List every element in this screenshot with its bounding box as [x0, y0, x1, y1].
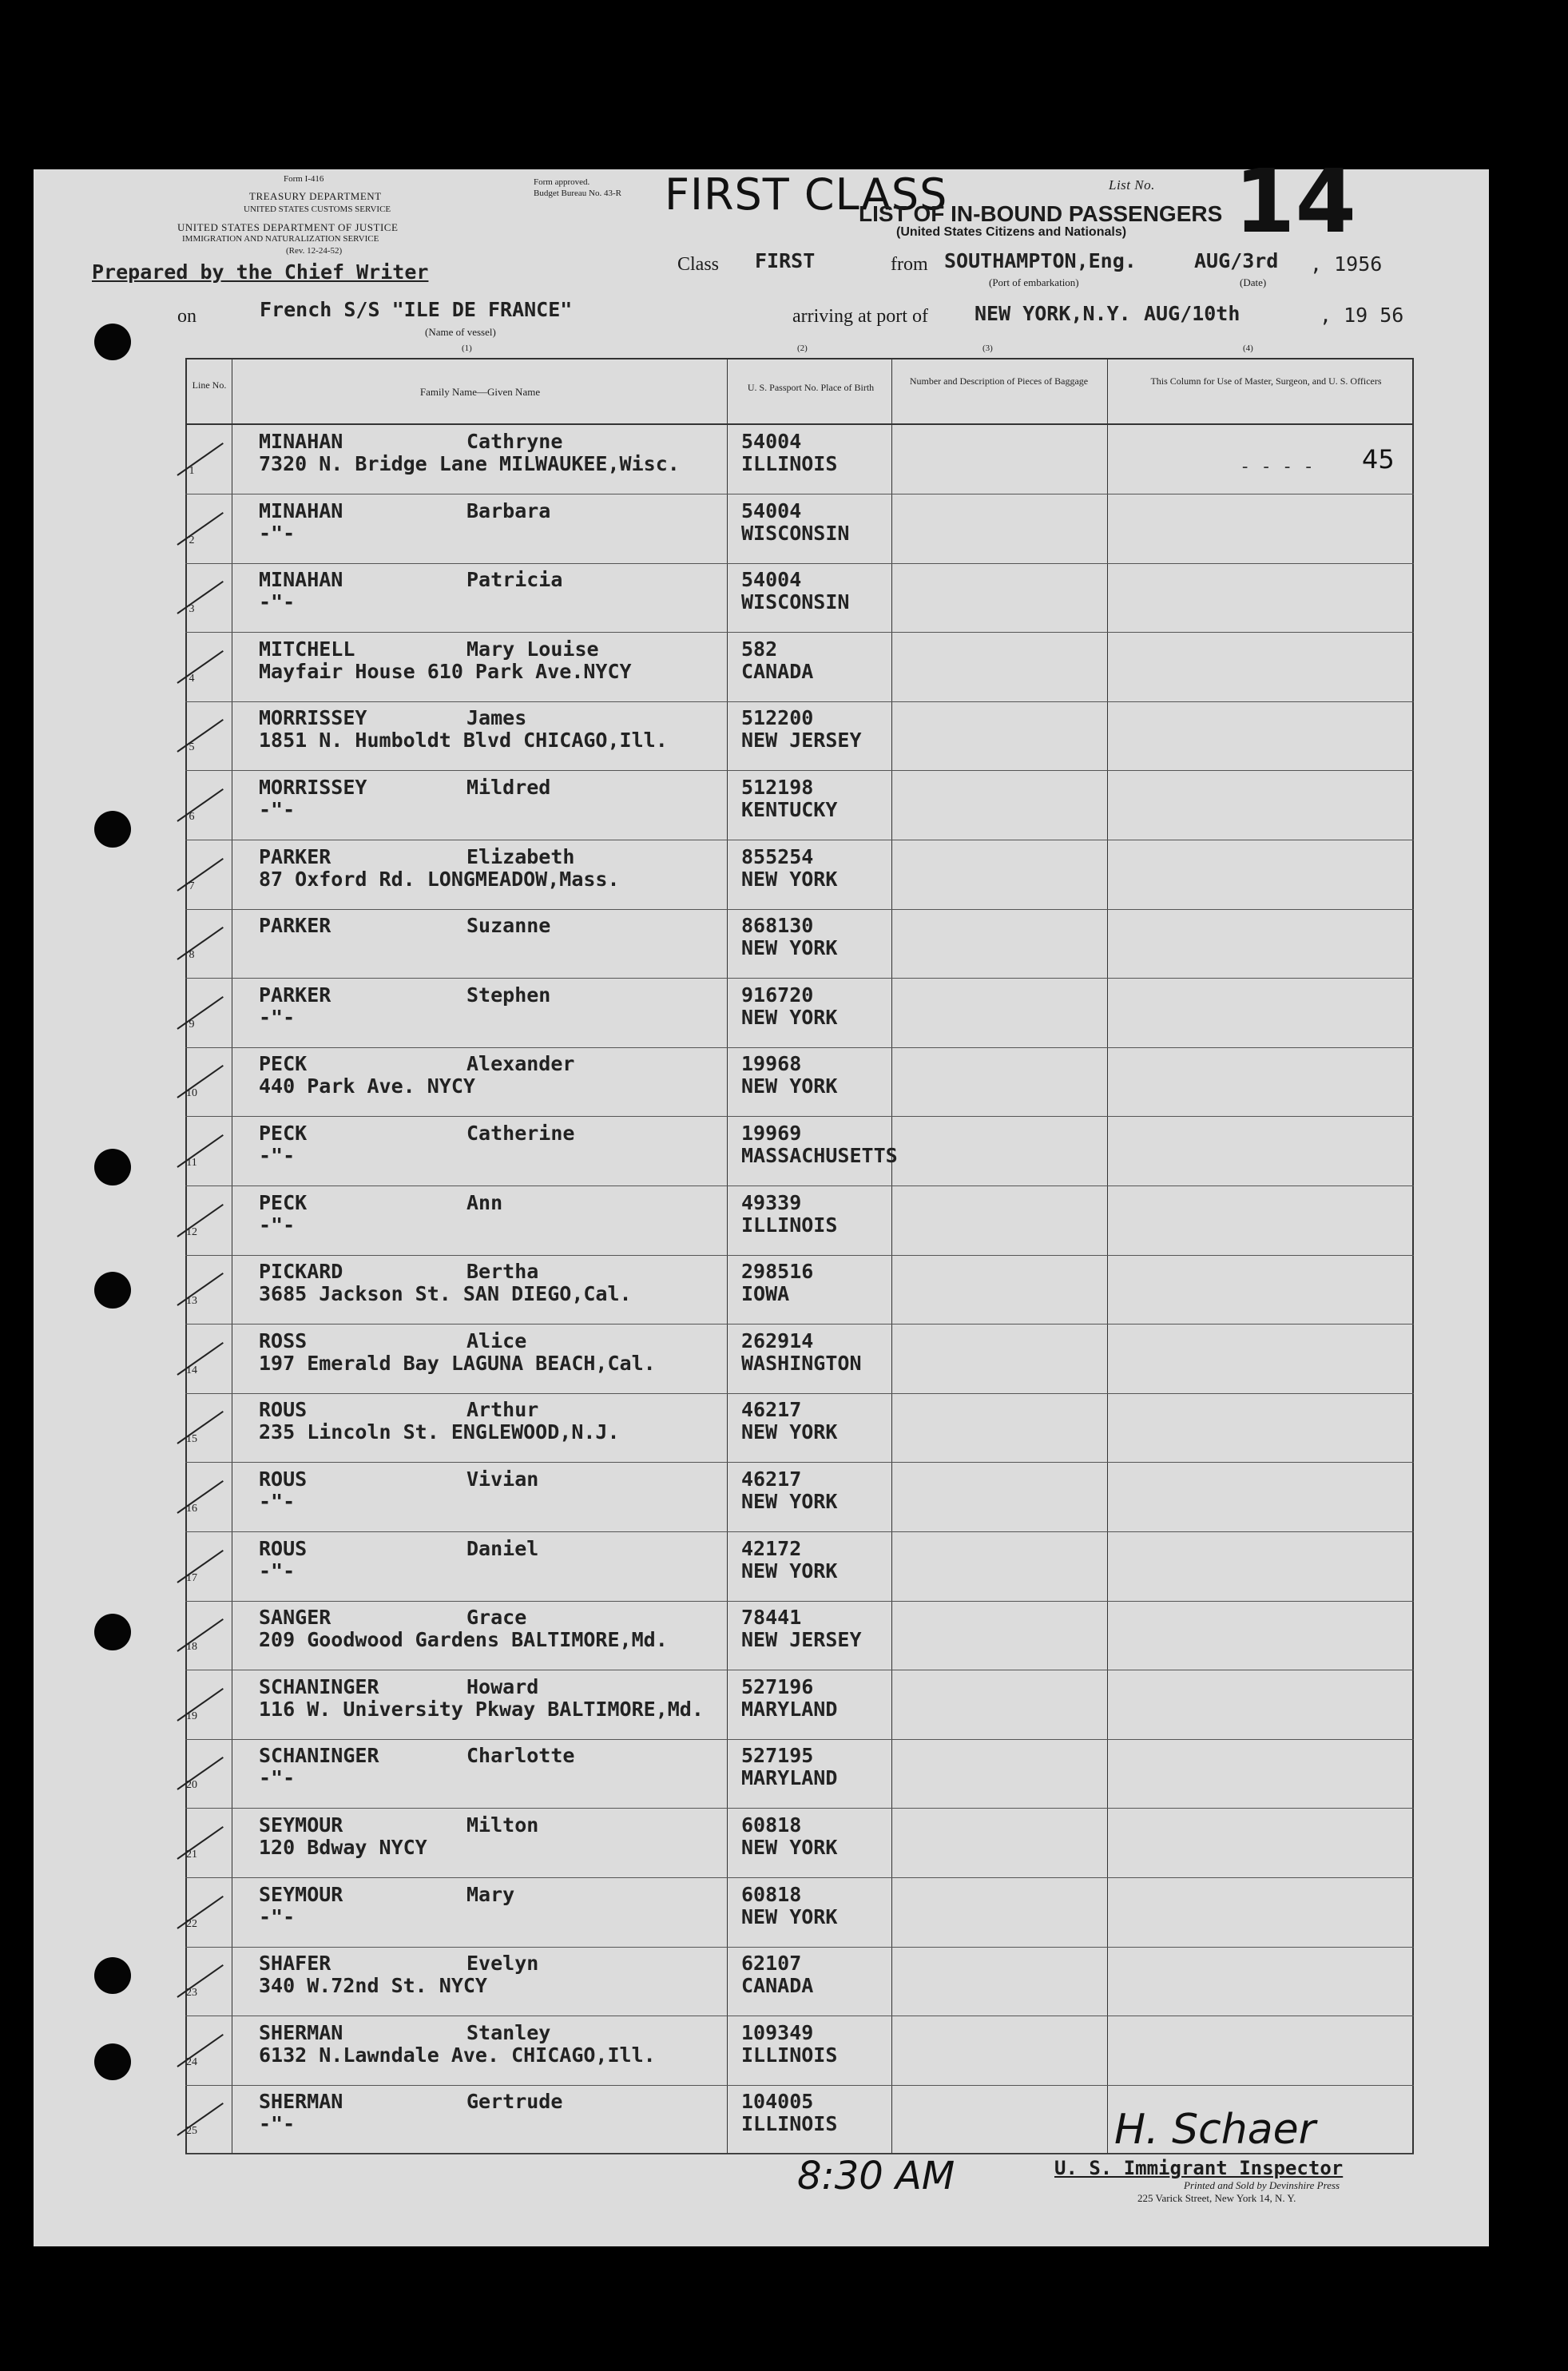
ins-service: IMMIGRATION AND NATURALIZATION SERVICE	[182, 234, 379, 244]
family-name: PECK	[259, 1052, 308, 1076]
family-name: SEYMOUR	[259, 1882, 343, 1906]
embark-caption: (Port of embarkation)	[989, 276, 1079, 288]
place-of-birth: CANADA	[741, 659, 814, 683]
line-number: 22	[186, 1917, 197, 1930]
passport-number: 49339	[741, 1190, 802, 1214]
arrival-time-note: 8:30 AM	[797, 2154, 955, 2198]
table-row	[185, 701, 1414, 771]
address: 7320 N. Bridge Lane MILWAUKEE,Wisc.	[259, 452, 680, 475]
family-name: ROUS	[259, 1467, 308, 1491]
family-name: PARKER	[259, 983, 331, 1007]
class-label: Class	[677, 254, 720, 275]
binder-hole	[94, 811, 131, 848]
place-of-birth: NEW YORK	[741, 936, 838, 960]
line-number: 19	[186, 1710, 197, 1722]
binder-hole	[94, 1272, 131, 1309]
place-of-birth: WASHINGTON	[741, 1351, 862, 1375]
table-top-border	[185, 358, 1414, 359]
line-number: 7	[189, 880, 195, 892]
table-row	[185, 1532, 1414, 1602]
passport-number: 512198	[741, 776, 814, 799]
passport-number: 19968	[741, 1052, 802, 1076]
passport-number: 582	[741, 637, 778, 661]
prepared-by: Prepared by the Chief Writer	[92, 260, 429, 284]
arrival-port: NEW YORK,N.Y.	[975, 302, 1131, 325]
line-number: 24	[186, 2055, 197, 2068]
family-name: SANGER	[259, 1606, 331, 1630]
place-of-birth: ILLINOIS	[741, 1213, 838, 1237]
line-number: 14	[186, 1364, 197, 1376]
passport-number: 855254	[741, 844, 814, 868]
given-name: Suzanne	[466, 914, 551, 938]
family-name: PARKER	[259, 914, 331, 938]
table-row	[185, 1325, 1414, 1394]
table-row	[185, 1739, 1414, 1809]
place-of-birth: WISCONSIN	[741, 521, 850, 545]
family-name: MINAHAN	[259, 568, 343, 592]
given-name: Ann	[466, 1190, 503, 1214]
form-number: Form I-416	[284, 174, 324, 184]
first-class-stamp: FIRST CLASS	[665, 169, 948, 220]
table-row	[185, 1117, 1414, 1186]
port-of-embarkation: SOUTHAMPTON,Eng.	[944, 249, 1137, 272]
address: -"-	[259, 1904, 296, 1928]
passport-number: 46217	[741, 1398, 802, 1422]
line-number: 3	[189, 603, 195, 616]
passport-number: 54004	[741, 498, 802, 522]
departure-year: , 1956	[1310, 252, 1383, 276]
passport-number: 527196	[741, 1674, 814, 1698]
passport-number: 298516	[741, 1260, 814, 1284]
passport-number: 19969	[741, 1122, 802, 1145]
col-num-4: (4)	[1243, 344, 1253, 353]
family-name: SHERMAN	[259, 2090, 343, 2114]
class-value: FIRST	[755, 249, 816, 272]
header-passport: U. S. Passport No. Place of Birth	[747, 382, 875, 393]
given-name: Grace	[466, 1606, 527, 1630]
passport-number: 104005	[741, 2090, 814, 2114]
family-name: MORRISSEY	[259, 776, 367, 799]
given-name: Barbara	[466, 498, 551, 522]
header-officers: This Column for Use of Master, Surgeon, and U. S. Officers	[1150, 375, 1382, 387]
header-name: Family Name—Given Name	[419, 386, 541, 398]
line-number: 1	[189, 465, 195, 477]
given-name: Mildred	[466, 776, 551, 799]
line-number: 15	[186, 1433, 197, 1446]
line-number: 23	[186, 1987, 197, 2000]
table-row	[185, 425, 1414, 494]
line-number: 5	[189, 741, 195, 754]
address: -"-	[259, 521, 296, 545]
line-number: 13	[186, 1295, 197, 1308]
line-number: 18	[186, 1641, 197, 1654]
passport-number: 42172	[741, 1536, 802, 1560]
budget-bureau: Budget Bureau No. 43-R	[534, 189, 621, 198]
list-subtitle: (United States Citizens and Nationals)	[896, 225, 1127, 239]
line-number: 25	[186, 2125, 197, 2138]
place-of-birth: MARYLAND	[741, 1697, 838, 1721]
address: 87 Oxford Rd. LONGMEADOW,Mass.	[259, 867, 620, 891]
passport-number: 62107	[741, 1952, 802, 1976]
given-name: Alice	[466, 1328, 527, 1352]
passport-number: 262914	[741, 1328, 814, 1352]
given-name: Stanley	[466, 2020, 551, 2044]
passport-number: 60818	[741, 1882, 802, 1906]
address: -"-	[259, 1144, 296, 1167]
line-number: 16	[186, 1503, 197, 1515]
line-number: 11	[186, 1157, 197, 1169]
line-number: 6	[189, 811, 195, 823]
inspector-signature: H. Schaer	[1114, 2106, 1316, 2154]
given-name: Charlotte	[466, 1744, 575, 1768]
address: 197 Emerald Bay LAGUNA BEACH,Cal.	[259, 1351, 656, 1375]
binder-hole	[94, 1614, 131, 1650]
family-name: ROUS	[259, 1398, 308, 1422]
vessel-name: French S/S "ILE DE FRANCE"	[260, 298, 573, 321]
address: 3685 Jackson St. SAN DIEGO,Cal.	[259, 1282, 632, 1306]
place-of-birth: ILLINOIS	[741, 452, 838, 475]
place-of-birth: NEW YORK	[741, 1005, 838, 1029]
given-name: Cathryne	[466, 430, 563, 453]
form-revision: (Rev. 12-24-52)	[286, 246, 343, 256]
address: -"-	[259, 1005, 296, 1029]
passport-number: 78441	[741, 1606, 802, 1630]
given-name: Evelyn	[466, 1952, 539, 1976]
place-of-birth: IOWA	[741, 1282, 790, 1306]
line-number: 10	[186, 1087, 197, 1100]
address: -"-	[259, 798, 296, 821]
address: 235 Lincoln St. ENGLEWOOD,N.J.	[259, 1420, 620, 1444]
family-name: MINAHAN	[259, 430, 343, 453]
arrival-date: AUG/10th	[1144, 302, 1241, 325]
family-name: PECK	[259, 1122, 308, 1145]
table-row	[185, 563, 1414, 633]
address: -"-	[259, 1213, 296, 1237]
binder-hole	[94, 324, 131, 360]
family-name: PARKER	[259, 844, 331, 868]
passport-number: 54004	[741, 568, 802, 592]
table-row	[185, 1601, 1414, 1670]
family-name: MINAHAN	[259, 498, 343, 522]
address: 1851 N. Humboldt Blvd CHICAGO,Ill.	[259, 729, 668, 753]
place-of-birth: MASSACHUSETTS	[741, 1144, 898, 1167]
place-of-birth: ILLINOIS	[741, 2112, 838, 2136]
family-name: MITCHELL	[259, 637, 355, 661]
customs-service: UNITED STATES CUSTOMS SERVICE	[244, 205, 391, 214]
passport-number: 54004	[741, 430, 802, 453]
given-name: Bertha	[466, 1260, 539, 1284]
family-name: SEYMOUR	[259, 1813, 343, 1837]
address: 120 Bdway NYCY	[259, 1836, 427, 1859]
date-caption: (Date)	[1240, 276, 1267, 288]
list-no-label: List No.	[1109, 177, 1155, 193]
table-row	[185, 909, 1414, 979]
given-name: Milton	[466, 1813, 539, 1837]
address: 209 Goodwood Gardens BALTIMORE,Md.	[259, 1628, 668, 1652]
given-name: Catherine	[466, 1122, 575, 1145]
place-of-birth: KENTUCKY	[741, 798, 838, 821]
given-name: Gertrude	[466, 2090, 563, 2114]
treasury-dept: TREASURY DEPARTMENT	[249, 190, 382, 202]
address: -"-	[259, 1490, 296, 1513]
given-name: Stephen	[466, 983, 551, 1007]
inspector-title: U. S. Immigrant Inspector	[1054, 2157, 1344, 2179]
family-name: PICKARD	[259, 1260, 343, 1284]
place-of-birth: NEW JERSEY	[741, 729, 862, 753]
given-name: Elizabeth	[466, 844, 575, 868]
passport-number: 868130	[741, 914, 814, 938]
address: -"-	[259, 1766, 296, 1790]
passport-number: 46217	[741, 1467, 802, 1491]
place-of-birth: NEW YORK	[741, 1074, 838, 1098]
address: Mayfair House 610 Park Ave.NYCY	[259, 659, 632, 683]
table-row	[185, 1393, 1414, 1463]
given-name: Alexander	[466, 1052, 575, 1076]
family-name: SHERMAN	[259, 2020, 343, 2044]
binder-hole	[94, 2043, 131, 2080]
line-number: 9	[189, 1018, 195, 1031]
margin-dashes: - - - -	[1240, 457, 1314, 477]
line-number: 17	[186, 1571, 197, 1584]
header-line-no: Line No.	[192, 379, 227, 391]
place-of-birth: CANADA	[741, 1974, 814, 1998]
header-baggage: Number and Description of Pieces of Baggage	[909, 375, 1089, 387]
arriving-label: arriving at port of	[792, 306, 928, 327]
passport-number: 512200	[741, 706, 814, 730]
line-number: 8	[189, 949, 195, 962]
binder-hole	[94, 1957, 131, 1994]
given-name: James	[466, 706, 527, 730]
address: -"-	[259, 590, 296, 614]
from-label: from	[891, 254, 928, 275]
list-number: 14	[1234, 150, 1357, 252]
vessel-caption: (Name of vessel)	[425, 326, 496, 338]
address: -"-	[259, 2112, 296, 2136]
family-name: ROUS	[259, 1536, 308, 1560]
place-of-birth: WISCONSIN	[741, 590, 850, 614]
table-row	[185, 979, 1414, 1048]
given-name: Mary	[466, 1882, 515, 1906]
table-row	[185, 1047, 1414, 1117]
family-name: PECK	[259, 1190, 308, 1214]
line-number: 20	[186, 1779, 197, 1792]
table-row	[185, 633, 1414, 702]
place-of-birth: NEW YORK	[741, 1559, 838, 1583]
given-name: Howard	[466, 1674, 539, 1698]
address: 340 W.72nd St. NYCY	[259, 1974, 487, 1998]
line-number: 4	[189, 672, 195, 685]
table-row	[185, 840, 1414, 910]
place-of-birth: ILLINOIS	[741, 2043, 838, 2067]
given-name: Vivian	[466, 1467, 539, 1491]
place-of-birth: NEW YORK	[741, 1490, 838, 1513]
on-label: on	[177, 306, 196, 327]
printer-line-1: Printed and Sold by Devinshire Press	[1184, 2179, 1340, 2191]
family-name: SCHANINGER	[259, 1744, 379, 1768]
place-of-birth: NEW YORK	[741, 1836, 838, 1859]
table-row	[185, 494, 1414, 564]
table-row	[185, 2016, 1414, 2086]
binder-hole	[94, 1149, 131, 1186]
place-of-birth: NEW YORK	[741, 1904, 838, 1928]
margin-note: 45	[1362, 444, 1395, 475]
place-of-birth: NEW YORK	[741, 867, 838, 891]
table-row	[185, 1670, 1414, 1740]
col-num-1: (1)	[462, 344, 472, 353]
given-name: Patricia	[466, 568, 563, 592]
line-number: 2	[189, 534, 195, 546]
passport-number: 916720	[741, 983, 814, 1007]
list-title: LIST OF IN-BOUND PASSENGERS	[859, 201, 1223, 226]
table-row	[185, 771, 1414, 840]
address: -"-	[259, 1559, 296, 1583]
given-name: Mary Louise	[466, 637, 599, 661]
family-name: SHAFER	[259, 1952, 331, 1976]
table-row	[185, 1947, 1414, 2016]
family-name: MORRISSEY	[259, 706, 367, 730]
table-row	[185, 1255, 1414, 1325]
given-name: Daniel	[466, 1536, 539, 1560]
form-approved: Form approved.	[534, 177, 590, 187]
arrival-year: , 19 56	[1320, 304, 1404, 327]
passport-number: 60818	[741, 1813, 802, 1837]
passport-number: 109349	[741, 2020, 814, 2044]
given-name: Arthur	[466, 1398, 539, 1422]
address: 6132 N.Lawndale Ave. CHICAGO,Ill.	[259, 2043, 656, 2067]
table-row	[185, 1809, 1414, 1878]
address: 116 W. University Pkway BALTIMORE,Md.	[259, 1697, 704, 1721]
place-of-birth: NEW YORK	[741, 1420, 838, 1444]
printer-line-2: 225 Varick Street, New York 14, N. Y.	[1137, 2192, 1296, 2204]
family-name: ROSS	[259, 1328, 308, 1352]
place-of-birth: NEW JERSEY	[741, 1628, 862, 1652]
col-num-2: (2)	[797, 344, 808, 353]
passport-number: 527195	[741, 1744, 814, 1768]
table-row	[185, 1463, 1414, 1532]
table-row	[185, 1878, 1414, 1948]
family-name: SCHANINGER	[259, 1674, 379, 1698]
place-of-birth: MARYLAND	[741, 1766, 838, 1790]
justice-dept: UNITED STATES DEPARTMENT OF JUSTICE	[177, 221, 399, 233]
col-num-3: (3)	[982, 344, 993, 353]
line-number: 21	[186, 1849, 197, 1861]
table-row	[185, 1186, 1414, 1256]
address: 440 Park Ave. NYCY	[259, 1074, 475, 1098]
line-number: 12	[186, 1225, 197, 1238]
departure-date: AUG/3rd	[1194, 249, 1279, 272]
